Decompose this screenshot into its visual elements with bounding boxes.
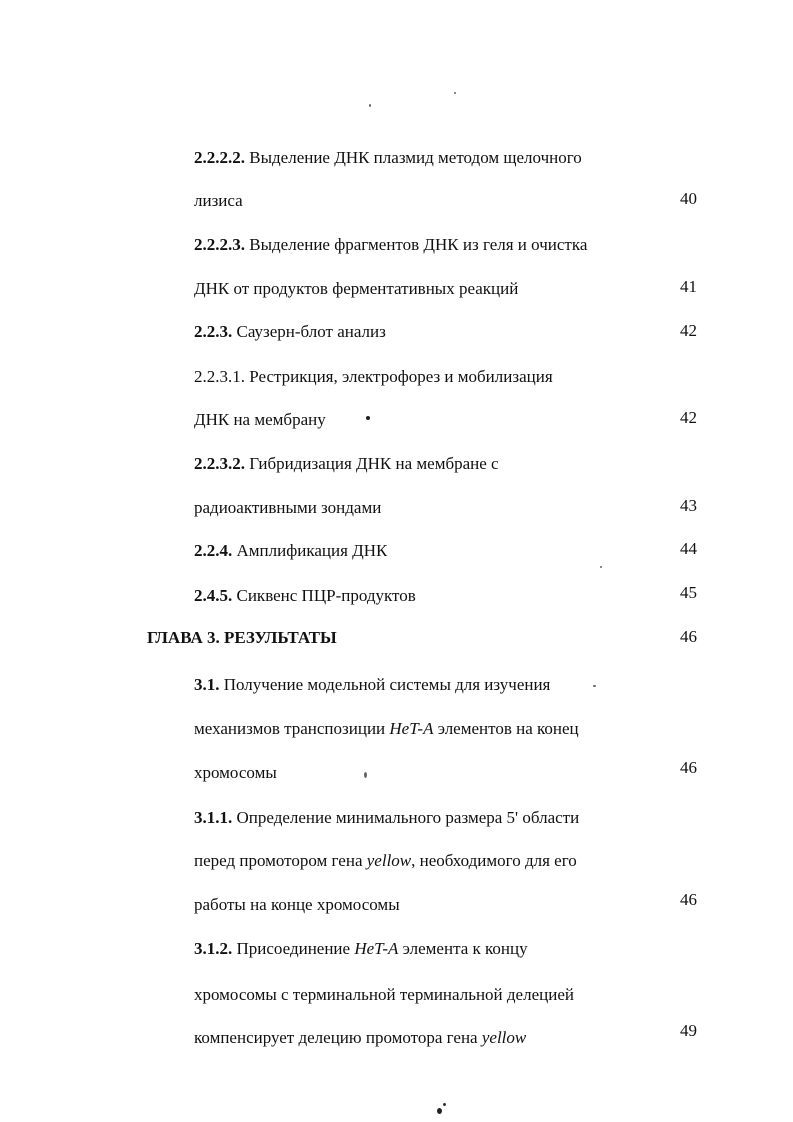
scan-speck xyxy=(364,772,367,778)
scan-speck xyxy=(369,104,371,107)
toc-text: элементов на конец xyxy=(437,719,579,738)
toc-number: 3.1.2. xyxy=(194,939,233,958)
toc-italic-term: HeT-A xyxy=(389,719,434,738)
toc-title-continuation xyxy=(194,719,579,739)
toc-title: Гибридизация ДНК на мембране с xyxy=(249,454,499,473)
toc-entry-2-4-5 xyxy=(194,586,416,606)
toc-title: Выделение фрагментов ДНК из геля и очистка xyxy=(249,235,588,254)
toc-italic-term: HeT-A xyxy=(354,939,399,958)
scan-speck xyxy=(600,566,602,568)
toc-number: 2.2.3.2. xyxy=(194,454,245,473)
toc-title: Определение минимального размера 5' области xyxy=(236,808,580,827)
toc-title-continuation: ДНК на мембрану xyxy=(194,410,326,429)
toc-title: Амплификация ДНК xyxy=(236,541,388,560)
toc-number: 2.2.2.3. xyxy=(194,235,245,254)
toc-title-continuation xyxy=(194,1028,526,1048)
toc-text: элемента к концу xyxy=(402,939,528,958)
toc-title-continuation: радиоактивными зондами xyxy=(194,498,382,517)
toc-page-number: 46 xyxy=(680,890,697,909)
toc-text: компенсирует делецию промотора гена xyxy=(194,1028,478,1047)
toc-title-continuation: хромосомы с терминальной терминальной делецией xyxy=(194,985,574,1004)
toc-title-continuation xyxy=(194,851,577,871)
toc-page-number: 42 xyxy=(680,408,697,427)
scan-speck xyxy=(437,1108,442,1114)
toc-italic-term: yellow xyxy=(481,1028,527,1047)
toc-entry-3-1-2 xyxy=(194,939,528,959)
toc-page-number: 49 xyxy=(680,1021,697,1040)
toc-title: Присоединение xyxy=(236,939,351,958)
toc-page-number: 43 xyxy=(680,496,697,515)
toc-number: 2.4.5. xyxy=(194,586,233,605)
scan-speck xyxy=(366,416,370,420)
toc-entry-2-2-2-3 xyxy=(194,235,587,255)
toc-title: Саузерн-блот анализ xyxy=(236,322,386,341)
toc-entry-2-2-3-2 xyxy=(194,454,499,474)
toc-chapter-3 xyxy=(147,628,337,648)
scan-speck xyxy=(593,685,596,687)
toc-number: 2.2.3. xyxy=(194,322,233,341)
toc-entry-2-2-4 xyxy=(194,541,387,561)
toc-entry-2-2-3-1: 2.2.3.1. Рестрикция, электрофорез и мобилизация xyxy=(194,367,553,386)
toc-entry-3-1 xyxy=(194,675,550,695)
toc-title: Сиквенс ПЦР-продуктов xyxy=(236,586,416,605)
toc-entry-3-1-1 xyxy=(194,808,579,828)
toc-title: Получение модельной системы для изучения xyxy=(223,675,551,694)
toc-text: механизмов транспозиции xyxy=(194,719,386,738)
toc-number: 3.1.1. xyxy=(194,808,233,827)
toc-page-number: 41 xyxy=(680,277,697,296)
scan-speck xyxy=(454,92,456,94)
toc-page-number: 44 xyxy=(680,539,697,558)
toc-text: перед промотором гена xyxy=(194,851,363,870)
toc-number: 2.2.4. xyxy=(194,541,233,560)
toc-page-number: 42 xyxy=(680,321,697,340)
toc-title-continuation: работы на конце хромосомы xyxy=(194,895,400,914)
toc-page-number: 45 xyxy=(680,583,697,602)
scan-speck xyxy=(443,1103,446,1106)
toc-title-continuation: хромосомы xyxy=(194,763,277,782)
chapter-title: ГЛАВА 3. РЕЗУЛЬТАТЫ xyxy=(147,628,337,647)
toc-text: , необходимого для его xyxy=(411,851,577,870)
toc-number: 3.1. xyxy=(194,675,220,694)
toc-page-number: 46 xyxy=(680,758,697,777)
toc-number: 2.2.2.2. xyxy=(194,148,245,167)
toc-page-number: 40 xyxy=(680,189,697,208)
toc-title-continuation: ДНК от продуктов ферментативных реакций xyxy=(194,279,519,298)
toc-entry-2-2-3 xyxy=(194,322,386,342)
toc-title: Выделение ДНК плазмид методом щелочного xyxy=(249,148,582,167)
toc-italic-term: yellow xyxy=(366,851,412,870)
toc-entry-2-2-2-2 xyxy=(194,148,582,168)
toc-title-continuation: лизиса xyxy=(194,191,243,210)
toc-page-number: 46 xyxy=(680,627,697,646)
